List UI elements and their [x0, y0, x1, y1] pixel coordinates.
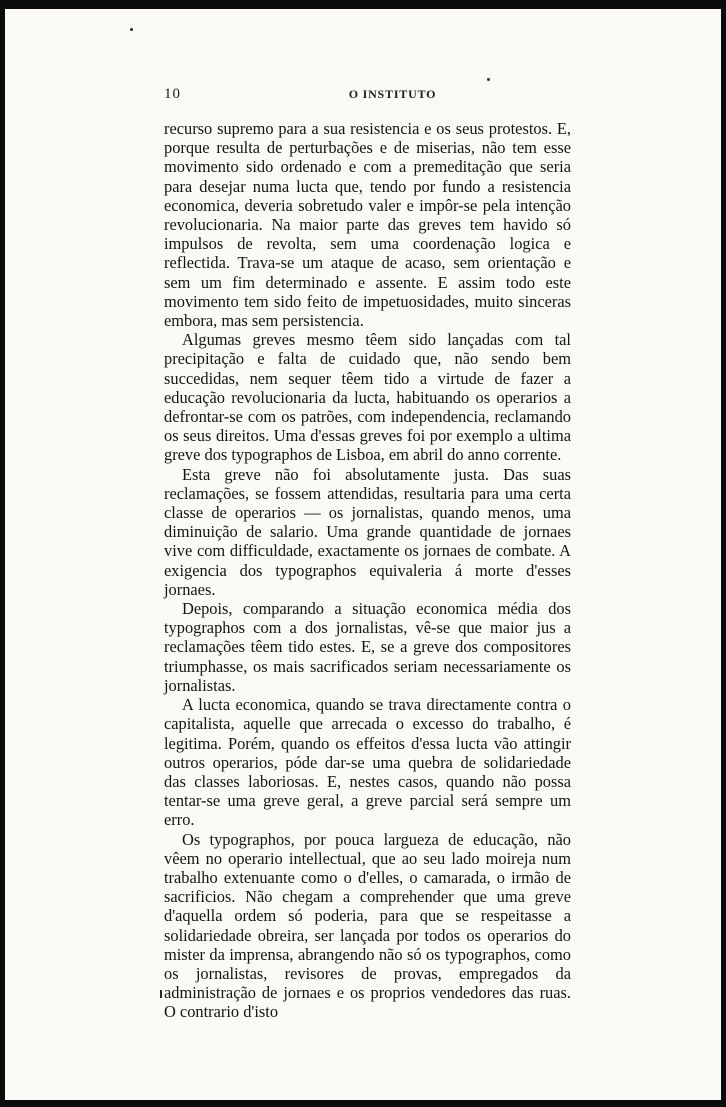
paragraph: A lucta economica, quando se trava directamente contra o capitalista, aquelle que arrecada o excesso do trabalho, é legitima. Porém, quando os effeitos d'essa lucta vão attingir outros operarios, póde dar-se uma quebra de solidariedade das classes laboriosas. E, nestes casos, quando não possa tentar-se uma greve geral, a greve parcial será sempre um erro.: [164, 695, 571, 830]
ink-mark: [160, 990, 162, 998]
paragraph: Depois, comparando a situação economica média dos typographos com a dos jornalistas, vê-se que maior jus a reclamações têem tido estes. E, se a greve dos compositores triumphasse, os mais sacrificados seriam necessariamente os jornalistas.: [164, 599, 571, 695]
paragraph: Esta greve não foi absolutamente justa. Das suas reclamações, se fossem attendidas, resultaria para uma certa classe de operarios — os jornalistas, quando menos, uma diminuição de salario. Uma grande quantidade de jornaes vive com difficuldade, exactamente os jornaes de combate. A exigencia dos typographos equivaleria á morte d'esses jornaes.: [164, 464, 571, 599]
ink-speck: [130, 28, 133, 31]
article-body: [164, 119, 571, 1022]
page-number: 10: [164, 86, 181, 102]
paragraph: recurso supremo para a sua resistencia e os seus protestos. E, porque resulta de perturbações e de miserias, não tem esse movimento sido ordenado e com a premeditação que seria para desejar numa lucta que, tendo por fundo a resistencia economica, deveria sobretudo valer e impôr-se pela intenção revolucionaria. Na maior parte das greves tem havido só impulsos de revolta, sem uma coordenação logica e reflectida. Trava-se um ataque de acaso, sem orientação e sem um fim determinado e assente. E assim todo este movimento tem sido feito de impetuosidades, muito sinceras embora, mas sem persistencia.: [164, 119, 571, 331]
running-title: O INSTITUTO: [348, 87, 437, 101]
paragraph: Algumas greves mesmo têem sido lançadas com tal precipitação e falta de cuidado que, não sendo bem succedidas, nem sequer têem tido a virtude de fazer a educação revolucionaria da lucta, habituando os operarios a defrontar-se com os patrões, com independencia, reclamando os seus direitos. Uma d'essas greves foi por exemplo a ultima greve dos typographos de Lisboa, em abril do anno corrente.: [164, 330, 571, 465]
page-header: [158, 86, 572, 106]
ink-speck: [487, 78, 490, 81]
paragraph: Os typographos, por pouca largueza de educação, não vêem no operario intellectual, que ao seu lado moireja num trabalho extenuante como o d'elles, o camarada, o irmão de sacrificios. Não chegam a comprehender que uma greve d'aquella ordem só poderia, para que se respeitasse a solidariedade obreira, ser lançada por todos os operarios do mister da imprensa, abrangendo não só os typographos, como os jornalistas, revisores de provas, empregados da administração de jornaes e os proprios vendedores das ruas. O contrario d'isto: [164, 829, 571, 1022]
